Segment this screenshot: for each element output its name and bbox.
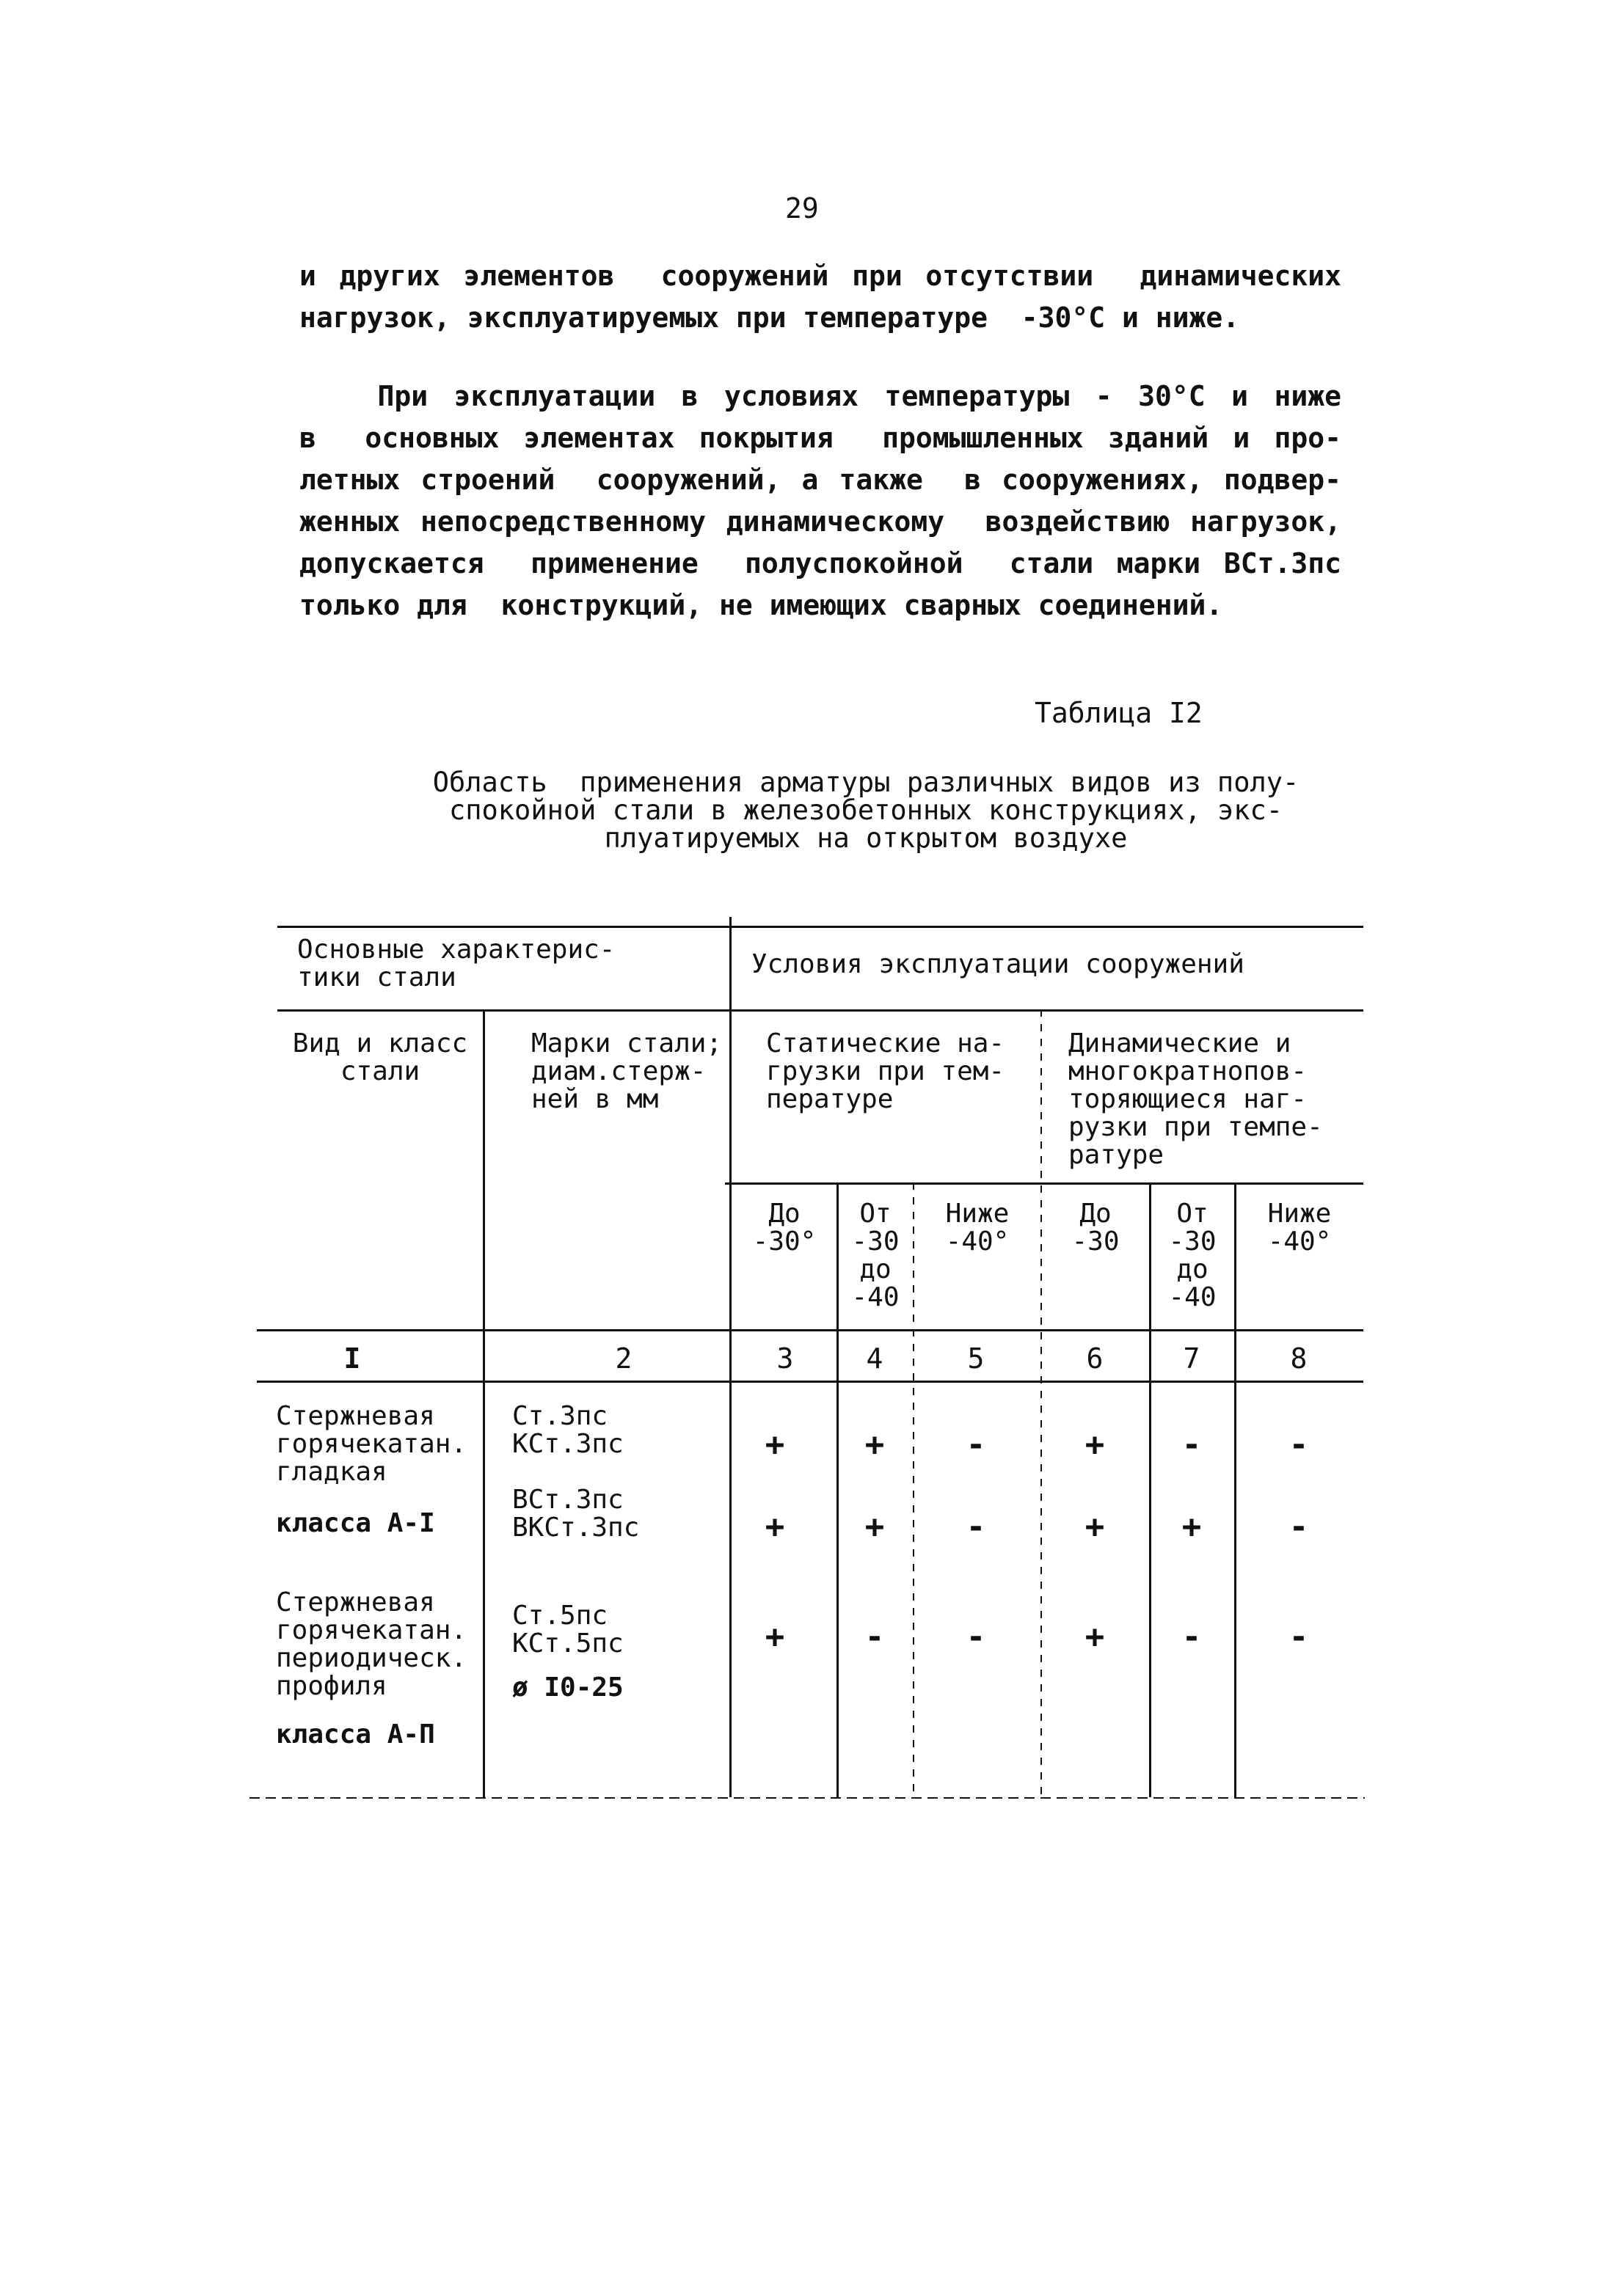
cell-line: ВСт.3пс <box>512 1485 624 1515</box>
header-line: Динамические и <box>1068 1028 1291 1059</box>
text-line: При эксплуатации в условиях температуры - 30°С и ниже <box>299 380 1341 412</box>
column-number: 2 <box>615 1342 633 1375</box>
table-col-border <box>1234 1182 1236 1797</box>
text-line: только для конструкций, не имеющих сварных соединений. <box>299 589 1223 621</box>
caption-line: плуатируемых на открытом воздухе <box>604 822 1128 854</box>
temp-header-col4 <box>839 1200 911 1312</box>
group1-grades-a <box>512 1403 624 1458</box>
header-line: тики стали <box>297 962 456 992</box>
temp-header-col6 <box>1043 1200 1148 1256</box>
cell-value: - <box>966 1426 986 1463</box>
temp-line: -30 <box>1071 1226 1120 1257</box>
cell-line: КСт.5пс <box>512 1628 624 1659</box>
text-line: летных строений сооружений, а также в сооружениях, подвер- <box>299 464 1341 496</box>
cell-line: горячекатан. <box>276 1429 467 1459</box>
column-number: I <box>343 1342 361 1375</box>
cell-line: ВКСт.3пс <box>512 1513 640 1543</box>
temp-line: -40° <box>945 1226 1010 1257</box>
cell-value: - <box>1181 1426 1202 1463</box>
cell-value: - <box>966 1508 986 1546</box>
temp-line: -40° <box>1267 1226 1332 1257</box>
cell-value: + <box>1084 1508 1105 1546</box>
group1-class: класса А-I <box>276 1508 435 1538</box>
text-line: и других элементов сооружений при отсутствии динамических <box>299 260 1341 292</box>
header-line: ней в мм <box>531 1084 659 1114</box>
column-number: 3 <box>776 1342 794 1375</box>
cell-line: Ст.5пс <box>512 1601 608 1631</box>
column-number: 6 <box>1086 1342 1104 1375</box>
temp-header-col3 <box>734 1200 835 1256</box>
temp-header-col5 <box>916 1200 1039 1256</box>
cell-line: периодическ. <box>276 1643 467 1673</box>
table-col-border <box>483 1009 485 1797</box>
cell-value: + <box>1084 1618 1105 1656</box>
cell-value: - <box>966 1618 986 1656</box>
header-line: Статические на- <box>766 1028 1005 1059</box>
header-line: Основные характерис- <box>297 935 616 965</box>
cell-value: + <box>864 1508 885 1546</box>
table-label: Таблица I2 <box>1035 697 1203 729</box>
table-col-border <box>1040 1009 1042 1797</box>
table-col-border <box>1149 1182 1151 1797</box>
group2-steel-type <box>276 1589 467 1700</box>
paragraph-continuation <box>299 255 1341 339</box>
header-line: торяющиеся наг- <box>1068 1084 1308 1114</box>
cell-value: - <box>1181 1618 1202 1656</box>
cell-value: - <box>1288 1426 1309 1463</box>
cell-line: КСт.3пс <box>512 1429 624 1459</box>
temp-line: до <box>859 1254 892 1284</box>
column-number: 7 <box>1183 1342 1200 1375</box>
group1-grades-b <box>512 1486 639 1542</box>
header-line: Марки стали; <box>531 1028 723 1059</box>
temp-line: Ниже <box>1267 1199 1332 1229</box>
cell-line: Стержневая <box>276 1587 435 1617</box>
temp-line: От <box>859 1199 892 1229</box>
group1-steel-type <box>276 1403 467 1486</box>
temp-line: до <box>1176 1254 1209 1284</box>
temp-line: -30 <box>1168 1226 1217 1257</box>
table-rule <box>257 1381 1363 1383</box>
header-line: пературе <box>766 1084 894 1114</box>
cell-value: + <box>765 1426 785 1463</box>
temp-line: -30° <box>752 1226 817 1257</box>
cell-value: - <box>864 1618 885 1656</box>
cell-line: Стержневая <box>276 1401 435 1431</box>
text-line: допускается применение полуспокойной стали марки ВСт.3пс <box>299 547 1341 580</box>
col-steel-grade-header <box>531 1030 722 1114</box>
cell-line: Ст.3пс <box>512 1401 608 1431</box>
header-line: рузки при темпе- <box>1068 1112 1323 1142</box>
page-number: 29 <box>785 192 819 224</box>
temp-line: -30 <box>851 1226 900 1257</box>
text-line: в основных элементах покрытия промышленных зданий и про- <box>299 422 1341 454</box>
header-operating-conditions: Условия эксплуатации сооружений <box>751 949 1244 979</box>
table-col-border <box>729 917 732 1797</box>
temp-line: От <box>1176 1199 1209 1229</box>
column-number: 5 <box>967 1342 985 1375</box>
cell-value: - <box>1288 1618 1309 1656</box>
header-line: диам.стерж- <box>531 1056 707 1086</box>
column-number: 8 <box>1290 1342 1308 1375</box>
caption-line: спокойной стали в железобетонных конструкциях, экс- <box>448 794 1283 826</box>
col-steel-type-header <box>279 1030 481 1086</box>
cell-value: + <box>864 1426 885 1463</box>
table-rule <box>725 1182 1363 1185</box>
group2-diameter: ø I0-25 <box>512 1672 624 1703</box>
table-col-border <box>913 1182 914 1797</box>
group2-grades <box>512 1602 624 1658</box>
table-top-border <box>277 926 1363 928</box>
paragraph-operation-conditions <box>299 376 1341 626</box>
header-line: многократнопов- <box>1068 1056 1308 1086</box>
header-line: стали <box>340 1056 420 1086</box>
cell-value: + <box>1181 1508 1202 1546</box>
dynamic-loads-header <box>1068 1030 1323 1169</box>
static-loads-header <box>766 1030 1005 1114</box>
temp-line: До <box>1079 1199 1112 1229</box>
temp-line: -40 <box>1168 1282 1217 1312</box>
caption-line: Область применения арматуры различных видов из полу- <box>432 767 1299 798</box>
cell-line: горячекатан. <box>276 1615 467 1645</box>
temp-header-col8 <box>1237 1200 1362 1256</box>
header-steel-characteristics <box>297 936 615 992</box>
table-bottom-border <box>249 1797 1365 1799</box>
text-line: женных непосредственному динамическому воздействию нагрузок, <box>299 505 1341 538</box>
table-rule <box>257 1329 1363 1331</box>
header-line: Вид и класс <box>292 1028 468 1059</box>
cell-value: + <box>765 1618 785 1656</box>
cell-value: + <box>1084 1426 1105 1463</box>
header-line: ратуре <box>1068 1140 1164 1170</box>
temp-header-col7 <box>1152 1200 1233 1312</box>
table-rule <box>277 1009 1363 1012</box>
cell-line: гладкая <box>276 1457 387 1487</box>
temp-line: Ниже <box>945 1199 1010 1229</box>
cell-value: + <box>765 1508 785 1546</box>
column-number: 4 <box>866 1342 883 1375</box>
temp-line: -40 <box>851 1282 900 1312</box>
table-caption <box>411 769 1321 852</box>
cell-line: профиля <box>276 1671 387 1701</box>
header-line: грузки при тем- <box>766 1056 1005 1086</box>
group2-class: класса А-П <box>276 1719 435 1750</box>
temp-line: До <box>768 1199 801 1229</box>
text-line: нагрузок, эксплуатируемых при температуре -30°С и ниже. <box>299 301 1240 334</box>
table-col-border <box>836 1182 839 1797</box>
cell-value: - <box>1288 1508 1309 1546</box>
